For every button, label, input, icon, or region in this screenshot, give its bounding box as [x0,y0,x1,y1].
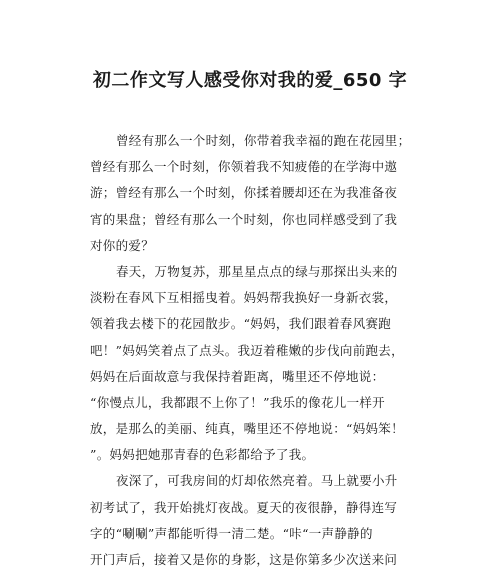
paragraph-3-line-2: 初考试了，我开始挑灯夜战。夏天的夜很静，静得连写 [90,499,398,515]
paragraph-2-line-5: 妈妈在后面故意与我保持着距离，嘴里还不停地说： [90,368,385,384]
paragraph-3-line-3: 字的“唰唰”声都能听得一清二楚。“咔“一声静静的 [90,525,373,541]
paragraph-3-line-1: 夜深了，可我房间的灯却依然亮着。马上就要小升 [116,473,398,489]
essay-body [90,128,420,573]
paragraph-2-line-6: “你慢点儿，我都跟不上你了！”我乐的像花儿一样开 [90,394,385,410]
paragraph-1-line-4: 宵的果盘；曾经有那么一个时刻，你也同样感受到了我 [90,211,398,227]
paragraph-2-line-8: ”。妈妈把她那青春的色彩都给予了我。 [90,447,315,463]
paragraph-1-line-1: 曾经有那么一个时刻，你带着我幸福的跑在花园里； [116,133,411,148]
paragraph-2-line-2: 淡粉在春风下互相摇曳着。妈妈帮我换好一身新衣裳， [90,290,398,306]
paragraph-2-line-3: 领着我去楼下的花园散步。“妈妈，我们跟着春风赛跑 [90,316,392,332]
paragraph-3-line-4: 开门声后，接着又是你的身影，这是你第多少次送来问 [90,552,398,567]
paragraph-2-line-4: 吧！”妈妈笑着点了点头。我迈着稚嫩的步伐向前跑去， [90,342,404,358]
paragraph-1-line-2: 曾经有那么一个时刻，你领着我不知疲倦的在学海中遨 [90,159,398,175]
paragraph-1-line-3: 游；曾经有那么一个时刻，你揉着腰却还在为我准备夜 [90,185,398,201]
paragraph-2-line-7: 放，是那么的美丽、纯真，嘴里还不停地说：“妈妈笨！ [90,421,404,437]
paragraph-2-line-1: 春天，万物复苏，那星星点点的绿与那探出头来的 [116,263,398,279]
paragraph-1-line-5: 对你的爱？ [90,237,155,253]
essay-title: 初二作文写人感受你对我的爱_650 字 [92,70,408,91]
